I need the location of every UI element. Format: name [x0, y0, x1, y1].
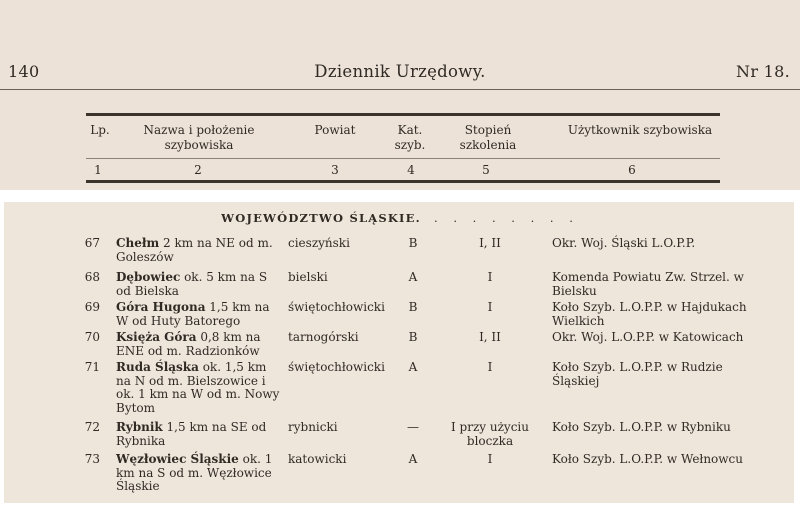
section-title: WOJEWÓDZTWO ŚLĄSKIE. [221, 211, 421, 225]
cell-kat: A [408, 360, 418, 374]
airfield-location: ok. 1,5 km na N od m. Bielszowice i ok. 1 km na W od m. Nowy Bytom [116, 360, 280, 415]
cell-lp: 73 [84, 452, 100, 466]
cell-stopien: I [487, 360, 493, 374]
cell-name [116, 361, 282, 415]
col-number-4: 4 [407, 163, 415, 177]
journal-title: Dziennik Urzędowy. [314, 62, 486, 81]
col-number-1: 1 [94, 163, 102, 177]
cell-stopien: I, II [479, 236, 501, 250]
col-header-uzytkownik: Użytkownik szybowiska [567, 123, 713, 137]
cell-name [116, 421, 282, 448]
col-number-5: 5 [482, 163, 490, 177]
header-divider [86, 158, 720, 159]
cell-powiat: katowicki [288, 452, 347, 466]
col-header-kat: Kat. szyb. [394, 123, 426, 152]
cell-powiat: tarnogórski [288, 330, 359, 344]
cell-powiat: świętochłowicki [288, 300, 385, 314]
col-header-stopien: Stopień szkolenia [459, 123, 517, 152]
cell-uzytkownik: Koło Szyb. L.O.P.P. w Wełnowcu [552, 452, 743, 466]
cell-stopien: I, II [479, 330, 501, 344]
issue-number: Nr 18. [736, 62, 790, 81]
section-heading [0, 211, 800, 225]
cell-kat: A [408, 270, 418, 284]
airfield-location: 1,5 km na W od Huty Batorego [116, 300, 270, 328]
col-header-name: Nazwa i położenie szybowiska [143, 123, 255, 152]
page-header-panel [0, 0, 800, 190]
section-leader: . . . . . . . . [434, 211, 579, 225]
airfield-name: Księża Góra [116, 330, 197, 344]
airfield-name: Rybnik [116, 420, 163, 434]
cell-kat: B [408, 330, 418, 344]
cell-name [116, 271, 282, 298]
cell-lp: 71 [84, 360, 100, 374]
cell-uzytkownik: Okr. Woj. Śląski L.O.P.P. [552, 236, 696, 250]
cell-powiat: rybnicki [288, 420, 338, 434]
header-rule [0, 89, 800, 90]
cell-powiat: bielski [288, 270, 328, 284]
cell-stopien: I [487, 270, 493, 284]
cell-stopien: I [487, 300, 493, 314]
cell-name [116, 453, 282, 494]
cell-kat: A [408, 452, 418, 466]
cell-kat: B [408, 300, 418, 314]
airfield-location: 1,5 km na SE od Rybnika [116, 420, 267, 448]
cell-lp: 67 [84, 236, 100, 250]
airfield-location: ok. 1 km na S od m. Węzłowice Śląskie [116, 452, 273, 493]
airfield-name: Chełm [116, 236, 160, 250]
cell-stopien: I przy użyciu bloczka [450, 420, 529, 448]
cell-uzytkownik: Koło Szyb. L.O.P.P. w Rudzie Śląskiej [552, 360, 723, 388]
cell-uzytkownik: Koło Szyb. L.O.P.P. w Hajdukach Wielkich [552, 300, 747, 328]
cell-lp: 70 [84, 330, 100, 344]
col-header-lp: Lp. [90, 123, 110, 137]
cell-stopien: I [487, 452, 493, 466]
airfield-location: ok. 5 km na S od Bielska [116, 270, 268, 298]
airfield-name: Dębowiec [116, 270, 181, 284]
cell-uzytkownik: Komenda Powiatu Zw. Strzel. w Bielsku [552, 270, 744, 298]
cell-name [116, 331, 282, 358]
col-number-2: 2 [194, 163, 202, 177]
col-number-6: 6 [628, 163, 636, 177]
page-number: 140 [8, 62, 40, 81]
cell-lp: 68 [84, 270, 100, 284]
col-number-3: 3 [331, 163, 339, 177]
airfield-name: Węzłowiec Śląskie [116, 452, 239, 466]
airfield-location: 2 km na NE od m. Goleszów [116, 236, 273, 264]
table-top-rule [86, 113, 720, 116]
cell-name [116, 301, 282, 328]
cell-uzytkownik: Okr. Woj. L.O.P.P. w Katowicach [552, 330, 744, 344]
airfield-location: 0,8 km na ENE od m. Radzionków [116, 330, 261, 358]
cell-powiat: świętochłowicki [288, 360, 385, 374]
cell-lp: 69 [84, 300, 100, 314]
airfield-name: Góra Hugona [116, 300, 206, 314]
cell-kat: B [408, 236, 418, 250]
cell-name [116, 237, 282, 264]
airfield-name: Ruda Śląska [116, 360, 199, 374]
col-header-powiat: Powiat [314, 123, 356, 137]
cell-powiat: cieszyński [288, 236, 350, 250]
cell-lp: 72 [84, 420, 100, 434]
table-header-bottom-rule [86, 180, 720, 183]
cell-kat: — [407, 420, 419, 434]
cell-uzytkownik: Koło Szyb. L.O.P.P. w Rybniku [552, 420, 731, 434]
